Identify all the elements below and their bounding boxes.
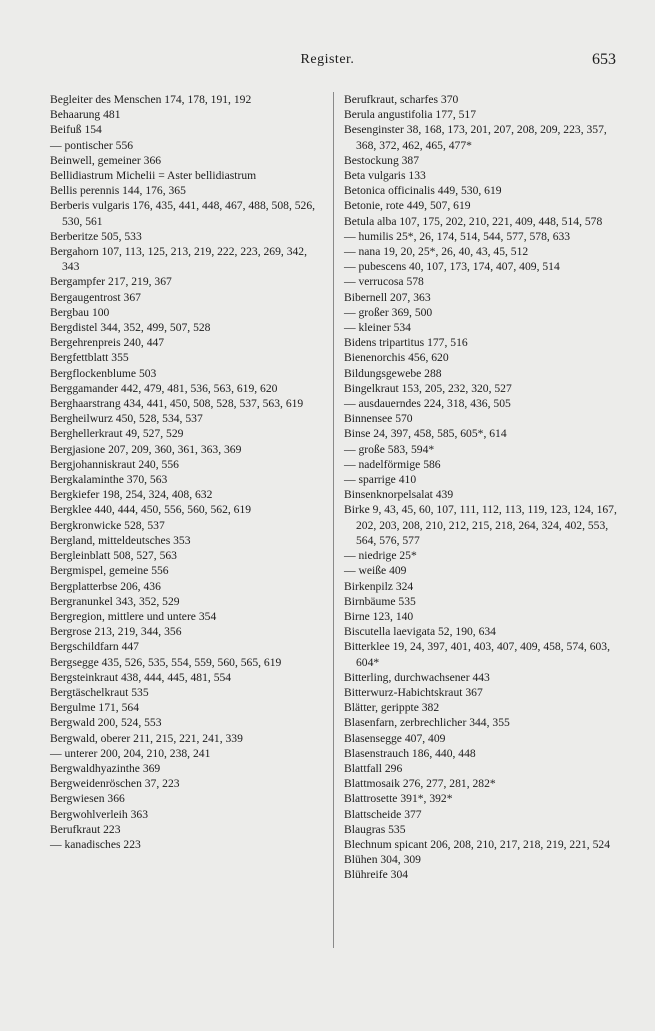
index-entry: — nana 19, 20, 25*, 26, 40, 43, 45, 512 bbox=[344, 245, 529, 259]
index-entry: Bergsteinkraut 438, 444, 445, 481, 554 bbox=[50, 670, 232, 684]
index-entry: Bergjasione 207, 209, 360, 361, 363, 369 bbox=[50, 442, 242, 456]
index-entry: Berberis vulgaris 176, 435, 441, 448, 467, 488, 508, 526, 530, 561 bbox=[50, 199, 316, 228]
index-entry: Bergulme 171, 564 bbox=[50, 701, 139, 715]
index-entry: Binnensee 570 bbox=[344, 412, 413, 426]
index-entry: Bergbau 100 bbox=[50, 305, 110, 319]
index-entry: Bergranunkel 343, 352, 529 bbox=[50, 594, 180, 608]
index-entry: Blasenfarn, zerbrechlicher 344, 355 bbox=[344, 716, 510, 730]
index-entry: Bestockung 387 bbox=[344, 153, 420, 167]
index-entry: Berula angustifolia 177, 517 bbox=[344, 108, 477, 122]
index-entry: Bergampfer 217, 219, 367 bbox=[50, 275, 172, 289]
index-entry: Blaugras 535 bbox=[344, 822, 406, 836]
index-entry: Betonica officinalis 449, 530, 619 bbox=[344, 184, 502, 198]
index-entry: Besenginster 38, 168, 173, 201, 207, 208, 209, 223, 357, 368, 372, 462, 465, 477* bbox=[344, 123, 607, 152]
index-entry: Bienenorchis 456, 620 bbox=[344, 351, 449, 365]
index-entry: Bergehrenpreis 240, 447 bbox=[50, 336, 165, 350]
index-entry: Bergplatterbse 206, 436 bbox=[50, 579, 161, 593]
index-column-left bbox=[50, 92, 325, 852]
index-entry: Beta vulgaris 133 bbox=[344, 169, 426, 183]
index-entry: Bergmispel, gemeine 556 bbox=[50, 564, 169, 578]
index-entry: Bergregion, mittlere und untere 354 bbox=[50, 609, 217, 623]
index-entry: Bergheilwurz 450, 528, 534, 537 bbox=[50, 412, 203, 426]
index-entry: Bergland, mitteldeutsches 353 bbox=[50, 533, 191, 547]
index-column-right bbox=[344, 92, 624, 883]
index-entry: — sparrige 410 bbox=[344, 473, 417, 487]
index-entry: — kleiner 534 bbox=[344, 321, 411, 335]
index-entry: Bergrose 213, 219, 344, 356 bbox=[50, 625, 182, 639]
index-entry: Berberitze 505, 533 bbox=[50, 229, 142, 243]
index-entry: — großer 369, 500 bbox=[344, 305, 433, 319]
index-entry: Bitterklee 19, 24, 397, 401, 403, 407, 409, 458, 574, 603, 604* bbox=[344, 640, 610, 669]
index-entry: Betonie, rote 449, 507, 619 bbox=[344, 199, 471, 213]
index-entry: Bergschildfarn 447 bbox=[50, 640, 139, 654]
index-entry: Betula alba 107, 175, 202, 210, 221, 409, 448, 514, 578 bbox=[344, 214, 603, 228]
column-divider bbox=[333, 92, 334, 948]
index-entry: Berghaarstrang 434, 441, 450, 508, 528, 537, 563, 619 bbox=[50, 397, 304, 411]
index-entry: Bergkronwicke 528, 537 bbox=[50, 518, 165, 532]
index-entry: Bibernell 207, 363 bbox=[344, 290, 431, 304]
index-entry: Berggamander 442, 479, 481, 536, 563, 619, 620 bbox=[50, 381, 278, 395]
index-entry: — kanadisches 223 bbox=[50, 837, 141, 851]
index-entry: Blätter, gerippte 382 bbox=[344, 701, 440, 715]
index-entry: — pubescens 40, 107, 173, 174, 407, 409, 514 bbox=[344, 260, 560, 274]
index-entry: — weiße 409 bbox=[344, 564, 407, 578]
index-entry: — nadelförmige 586 bbox=[344, 457, 441, 471]
index-entry: Bergkalaminthe 370, 563 bbox=[50, 473, 168, 487]
index-entry: Blattscheide 377 bbox=[344, 807, 422, 821]
index-entry: Bergaugentrost 367 bbox=[50, 290, 141, 304]
index-entry: Bildungsgewebe 288 bbox=[344, 366, 442, 380]
index-entry: Birkenpilz 324 bbox=[344, 579, 414, 593]
index-entry: — unterer 200, 204, 210, 238, 241 bbox=[50, 746, 211, 760]
page-number: 653 bbox=[592, 51, 616, 68]
index-entry: Bergjohanniskraut 240, 556 bbox=[50, 457, 179, 471]
index-entry: Berghellerkraut 49, 527, 529 bbox=[50, 427, 184, 441]
index-entry: Blühen 304, 309 bbox=[344, 853, 421, 867]
index-entry: Biscutella laevigata 52, 190, 634 bbox=[344, 625, 496, 639]
index-entry: Bergkiefer 198, 254, 324, 408, 632 bbox=[50, 488, 213, 502]
index-entry: Bellis perennis 144, 176, 365 bbox=[50, 184, 186, 198]
index-entry: Bergfettblatt 355 bbox=[50, 351, 129, 365]
index-entry: Birnbäume 535 bbox=[344, 594, 416, 608]
index-entry: Bergwohlverleih 363 bbox=[50, 807, 148, 821]
index-entry: Bingelkraut 153, 205, 232, 320, 527 bbox=[344, 381, 512, 395]
index-entry: Bergwald, oberer 211, 215, 221, 241, 339 bbox=[50, 731, 243, 745]
index-entry: Blattfall 296 bbox=[344, 761, 403, 775]
index-entry: — ausdauerndes 224, 318, 436, 505 bbox=[344, 397, 511, 411]
index-entry: Beifuß 154 bbox=[50, 123, 102, 137]
index-entry: — humilis 25*, 26, 174, 514, 544, 577, 578, 633 bbox=[344, 229, 571, 243]
index-entry: Behaarung 481 bbox=[50, 108, 121, 122]
running-head: Register. bbox=[300, 52, 355, 67]
index-entry: Begleiter des Menschen 174, 178, 191, 192 bbox=[50, 93, 252, 106]
index-entry: Bergahorn 107, 113, 125, 213, 219, 222, 223, 269, 342, 343 bbox=[50, 245, 307, 274]
index-entry: Bergleinblatt 508, 527, 563 bbox=[50, 549, 177, 563]
index-entry: Birke 9, 43, 45, 60, 107, 111, 112, 113, 119, 123, 124, 167, 202, 203, 208, 210, 212, 215, 218, 264, 324, 402, 553, 564, 576, 577 bbox=[344, 503, 617, 547]
index-entry: Beinwell, gemeiner 366 bbox=[50, 153, 162, 167]
index-entry: Bergwaldhyazinthe 369 bbox=[50, 761, 161, 775]
index-entry: Blasenstrauch 186, 440, 448 bbox=[344, 746, 476, 760]
index-entry: — verrucosa 578 bbox=[344, 275, 424, 289]
index-entry: Bidens tripartitus 177, 516 bbox=[344, 336, 468, 350]
index-entry: Berufkraut 223 bbox=[50, 822, 121, 836]
index-entry: Bergklee 440, 444, 450, 556, 560, 562, 619 bbox=[50, 503, 252, 517]
index-entry: Bitterling, durchwachsener 443 bbox=[344, 670, 490, 684]
index-entry: — große 583, 594* bbox=[344, 442, 435, 456]
index-entry: Blechnum spicant 206, 208, 210, 217, 218, 219, 221, 524 bbox=[344, 837, 610, 851]
index-entry: Binse 24, 397, 458, 585, 605*, 614 bbox=[344, 427, 507, 441]
index-entry: — niedrige 25* bbox=[344, 549, 417, 563]
index-entry: Binsenknorpelsalat 439 bbox=[344, 488, 454, 502]
index-entry: Bergsegge 435, 526, 535, 554, 559, 560, 565, 619 bbox=[50, 655, 282, 669]
index-entry: Bergwald 200, 524, 553 bbox=[50, 716, 162, 730]
index-entry: Bergtäschelkraut 535 bbox=[50, 685, 149, 699]
index-entry: Blasensegge 407, 409 bbox=[344, 731, 446, 745]
index-entry: Bergdistel 344, 352, 499, 507, 528 bbox=[50, 321, 211, 335]
index-entry: Berufkraut, scharfes 370 bbox=[344, 93, 459, 106]
index-entry: Bergweidenröschen 37, 223 bbox=[50, 777, 180, 791]
index-entry: Blattmosaik 276, 277, 281, 282* bbox=[344, 777, 496, 791]
index-entry: Birne 123, 140 bbox=[344, 609, 414, 623]
index-entry: Blattrosette 391*, 392* bbox=[344, 792, 453, 806]
index-entry: Bergwiesen 366 bbox=[50, 792, 125, 806]
index-entry: Bergflockenblume 503 bbox=[50, 366, 157, 380]
index-entry: Blühreife 304 bbox=[344, 868, 409, 882]
index-entry: Bitterwurz-Habichtskraut 367 bbox=[344, 685, 483, 699]
index-entry: — pontischer 556 bbox=[50, 138, 134, 152]
index-entry: Bellidiastrum Michelii = Aster bellidiastrum bbox=[50, 169, 257, 183]
